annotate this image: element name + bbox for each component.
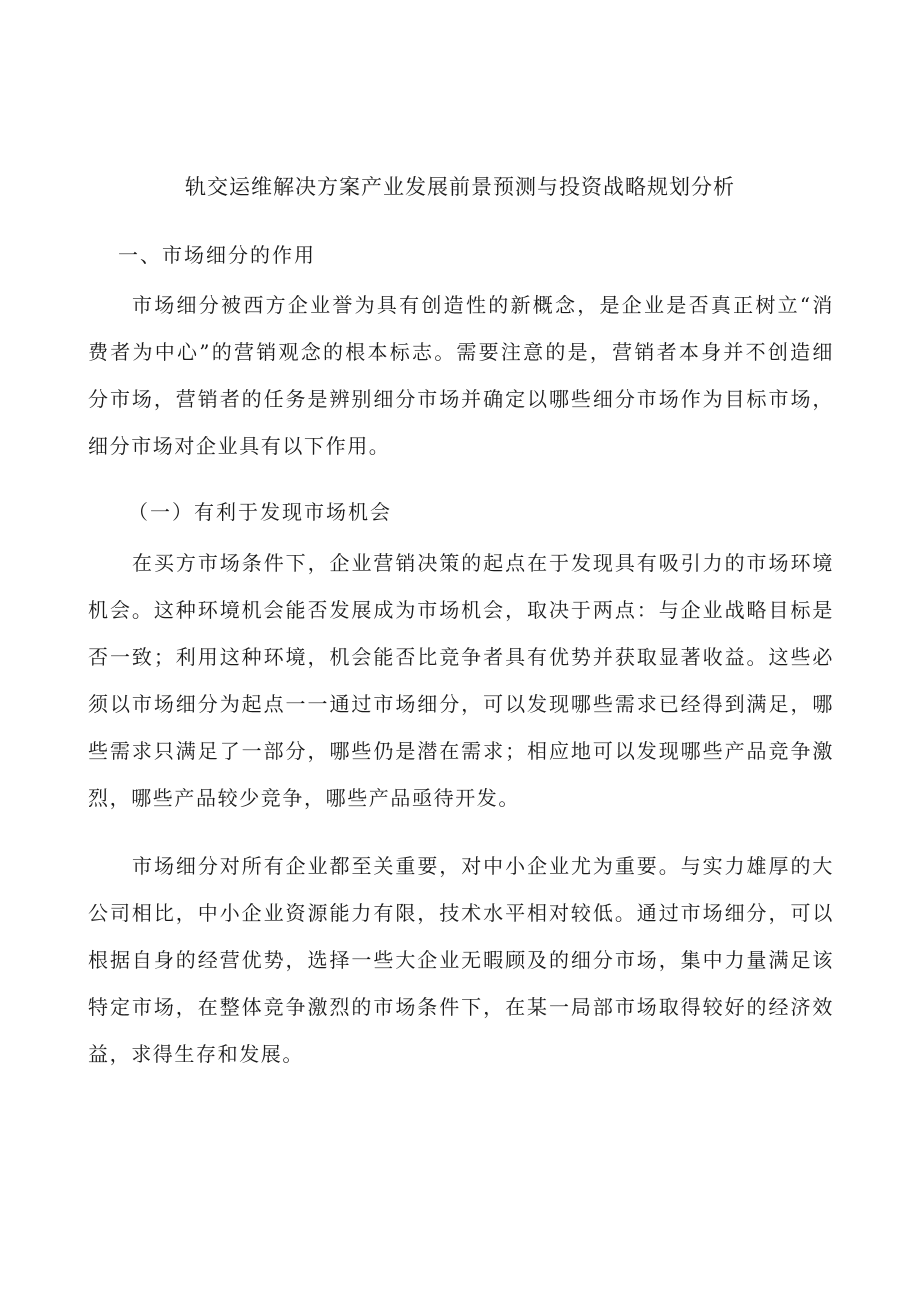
- body-paragraph: 在买方市场条件下，企业营销决策的起点在于发现具有吸引力的市场环境机会。这种环境机会能否发展成为市场机会，取决于两点：与企业战略目标是否一致；利用这种环境，机会能否比竞争者具有优势并获取显著收益。这些必须以市场细分为起点一一通过市场细分，可以发现哪些需求已经得到满足，哪些需求只满足了一部分，哪些仍是潜在需求；相应地可以发现哪些产品竞争激烈，哪些产品较少竞争，哪些产品亟待开发。: [88, 551, 834, 810]
- section-heading: 一、市场细分的作用: [118, 243, 316, 267]
- subsection-heading: （一）有利于发现市场机会: [128, 500, 392, 524]
- document-title: 轨交运维解决方案产业发展前景预测与投资战略规划分析: [185, 175, 735, 199]
- body-paragraph: 市场细分对所有企业都至关重要，对中小企业尤为重要。与实力雄厚的大公司相比，中小企业资源能力有限，技术水平相对较低。通过市场细分，可以根据自身的经营优势，选择一些大企业无暇顾及的细分市场，集中力量满足该特定市场，在整体竞争激烈的市场条件下，在某一局部市场取得较好的经济效益，求得生存和发展。: [88, 854, 834, 1066]
- body-paragraph: 市场细分被西方企业誉为具有创造性的新概念，是企业是否真正树立“消费者为中心”的营销观念的根本标志。需要注意的是，营销者本身并不创造细分市场，营销者的任务是辨别细分市场并确定以哪些细分市场作为目标市场，细分市场对企业具有以下作用。: [88, 293, 834, 458]
